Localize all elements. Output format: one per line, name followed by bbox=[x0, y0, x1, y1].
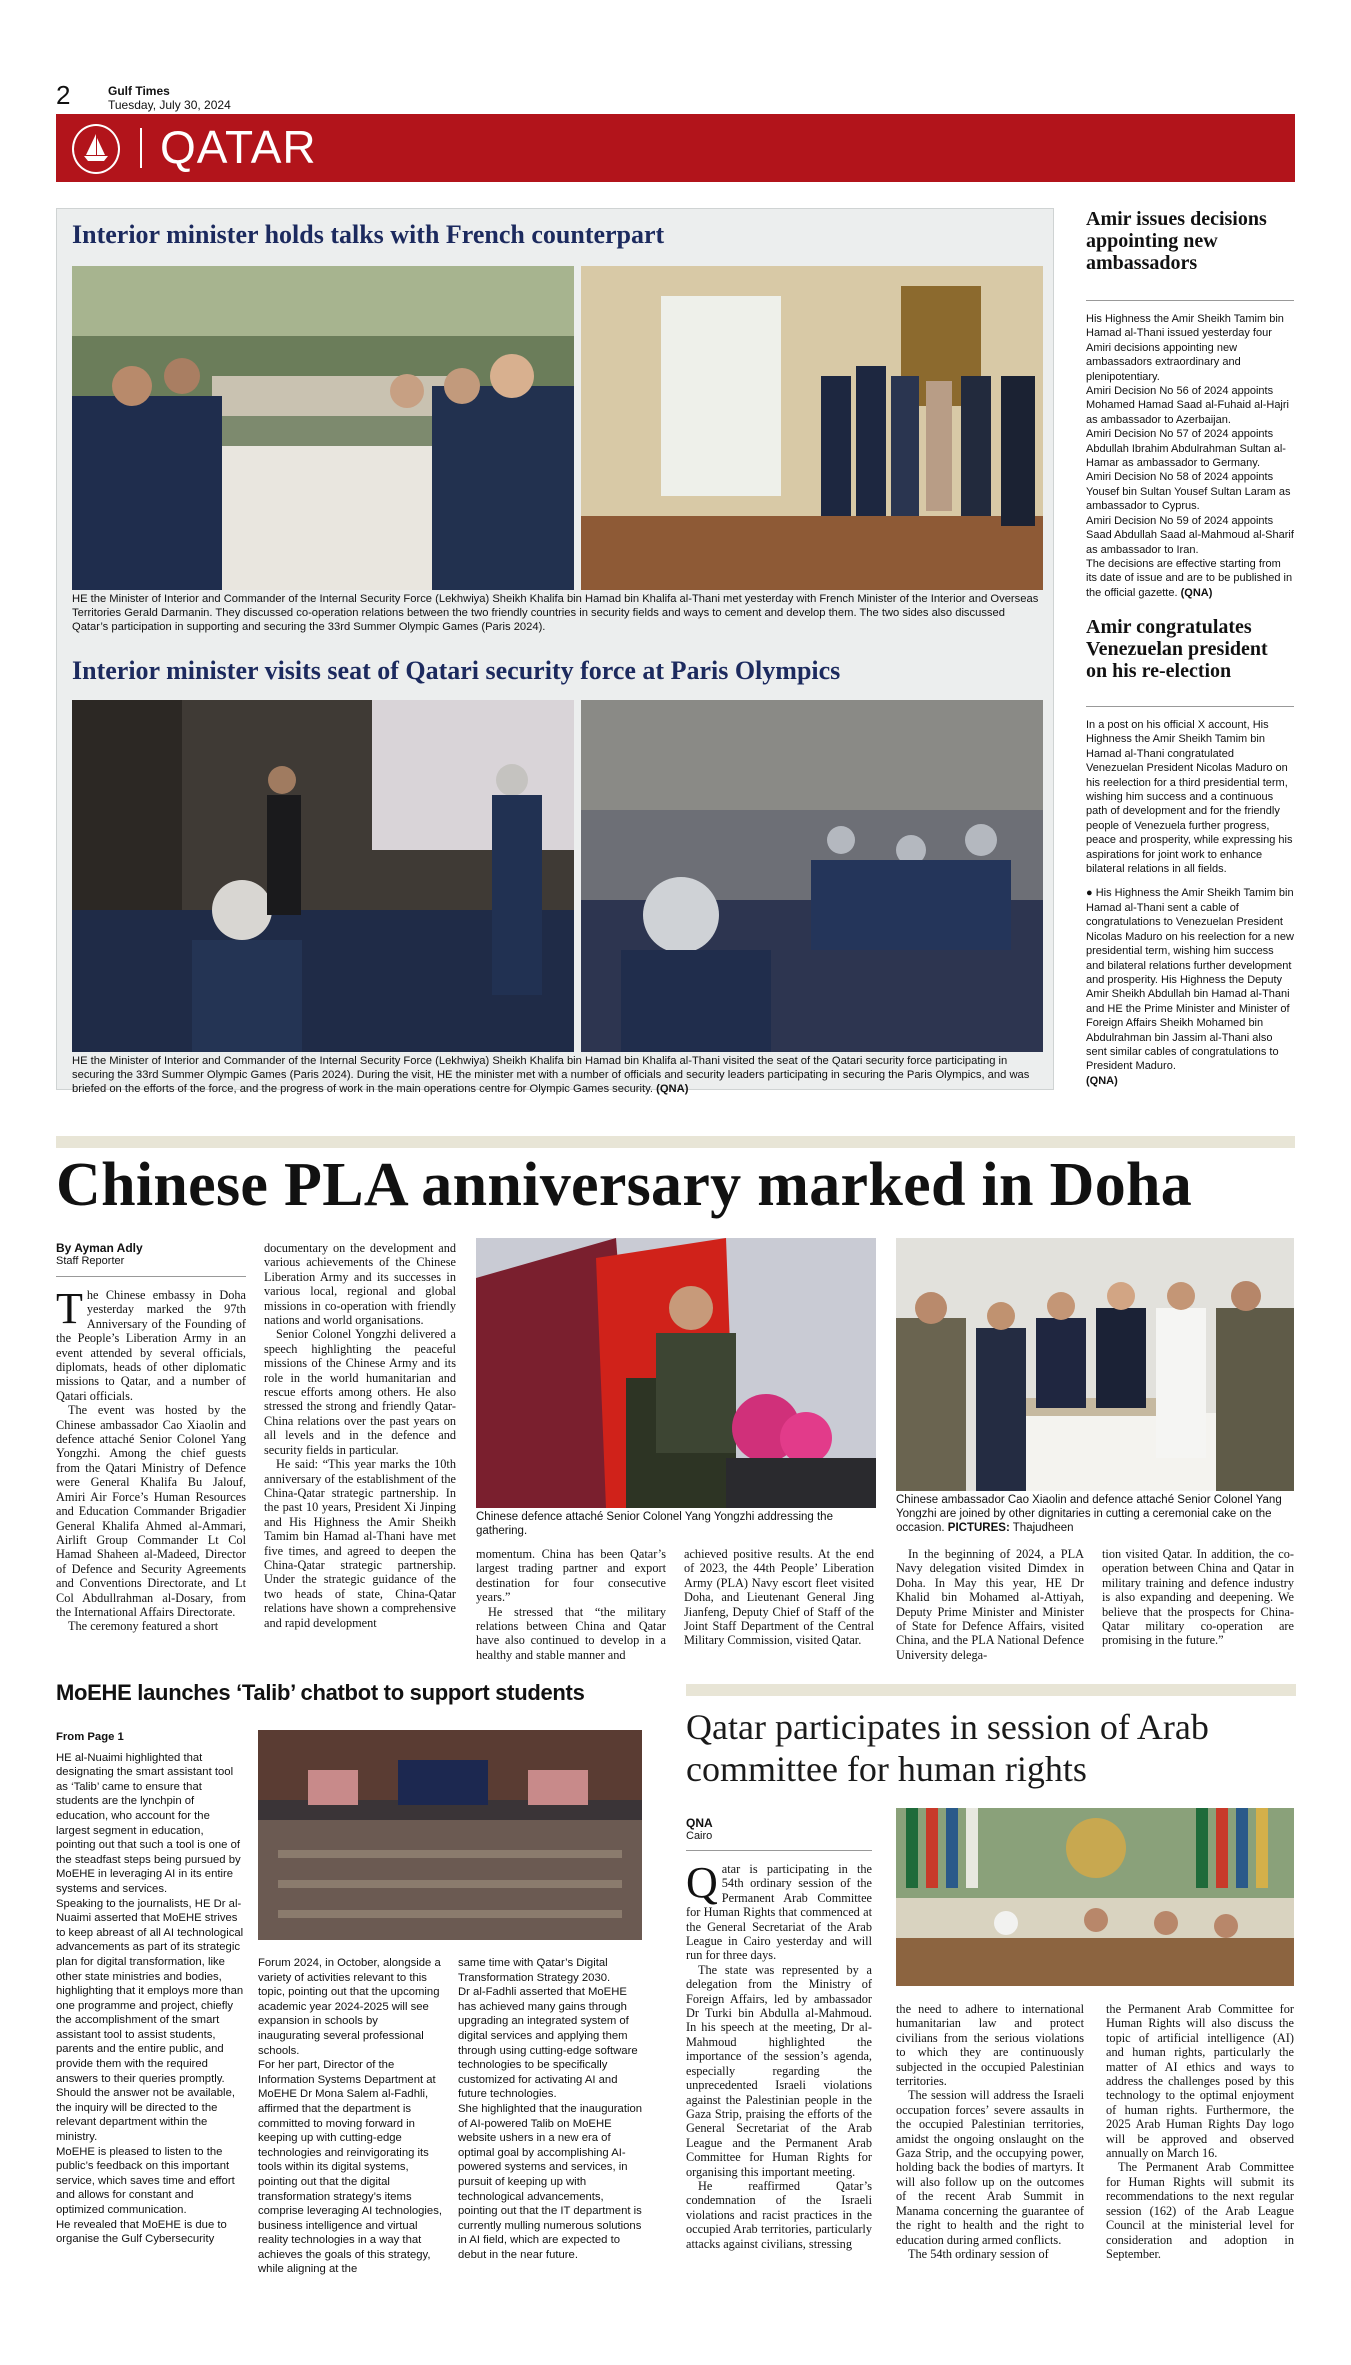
dhow-logo-icon bbox=[72, 124, 120, 174]
publication-date: Tuesday, July 30, 2024 bbox=[108, 98, 231, 112]
arab-dateline: QNA Cairo bbox=[686, 1816, 713, 1842]
officers-briefing-photo bbox=[581, 700, 1043, 1052]
moehe-from-label: From Page 1 bbox=[56, 1731, 124, 1743]
rail-2-headline: Amir congratulates Venezuelan president on his re-election bbox=[1086, 616, 1268, 682]
byline-rule bbox=[56, 1276, 246, 1277]
auditorium-photo bbox=[258, 1730, 642, 1940]
arab-column-3: the Permanent Arab Committee for Human Rights will also discuss the topic of artificial intelligence (AI) and human rights, particularly the matter of AI ethics and ways to address the challenges posed by this technology to the optimal enjoyment of human rights. Furthermore, the 2025 Arab Human Rights Day logo will be approved and observed annually on March 16. The Permanent Arab Committee for Human Rights will submit its recommendations to the next regular session (162) of the Arab League Council at the ministerial level for consideration and adoption in September. bbox=[1106, 2002, 1294, 2261]
pla-role: Staff Reporter bbox=[56, 1255, 125, 1267]
story-2-credit: (QNA) bbox=[656, 1083, 689, 1095]
arab-headline: Qatar participates in session of Arab committee for human rights bbox=[686, 1707, 1209, 1789]
pla-photo-2-caption: Chinese ambassador Cao Xiaolin and defence attaché Senior Colonel Yang Yongzhi are joined by other dignitaries in cutting a ceremonial cake on the occasion. PICTURES: Thajudheen bbox=[896, 1494, 1282, 1534]
arab-dateline-rule bbox=[686, 1850, 872, 1851]
moehe-column-1: From Page 1 HE al-Nuaimi highlighted that designating the smart assistant tool as ‘Talib’ came to ensure that students are the lynchpin of education, who account for the largest segment in education, pointing out that such a tool is one of the steadfast steps being pursued by MoEHE in leveraging AI in its entire systems and services. Speaking to the journalists, HE Dr al-Nuaimi asserted that MoEHE strives to keep abreast of all AI technological advancements as part of its strategic plan for digital transformation, like other state ministries and bodies, highlighting that it employs more than one programme and project, chiefly the accomplishment of the smart assistant tool to assist students, parents and the entire public, and provide them with the required answers to their queries promptly. Should the answer not be available, the inquiry will be directed to the relevant department within the ministry. MoEHE is pleased to listen to the public’s feedback on this important service, which saves time and effort and allows for constant and optimized communication. He revealed that MoEHE is due to organise the Gulf Cybersecurity bbox=[56, 1731, 244, 2246]
salon-meeting-photo bbox=[581, 266, 1043, 590]
pla-photo-1-caption: Chinese defence attaché Senior Colonel Yang Yongzhi addressing the gathering. bbox=[476, 1511, 833, 1537]
bullet-icon: ● bbox=[1086, 887, 1093, 900]
arab-section-rule bbox=[686, 1684, 1296, 1696]
dropcap-t: T bbox=[56, 1284, 83, 1333]
rail-1-rule bbox=[1086, 300, 1294, 301]
arab-committee-photo bbox=[896, 1808, 1294, 1986]
operations-centre-photo bbox=[72, 700, 574, 1052]
story-1-headline: Interior minister holds talks with French counterpart bbox=[72, 220, 665, 249]
pla-column-1: The Chinese embassy in Doha yesterday marked the 97th Anniversary of the Founding of the People’s Liberation Army in an event attended by several officials, diplomats, heads of other diplomatic missions to Qatar, and a number of Qatari officials. The event was hosted by the Chinese ambassador Cao Xiaolin and defence attaché Senior Colonel Yang Yongzhi. Among the chief guests from the Qatari Ministry of Defence were General Khalifa Bu Jalouf, Amiri Air Force’s Human Resources and Education Commander Brigadier General Khalifa Ahmed al-Ammari, Airlift Group Commander Lt Col Hamad Shaheen al-Madeed, Director of Defence and Security Agreements and Conventions Directorate, and Lt Col Abdullrahman al-Dosary, from the International Affairs Directorate. The ceremony featured a short bbox=[56, 1284, 246, 1634]
pla-byline: By Ayman Adly bbox=[56, 1241, 143, 1255]
section-title: QATAR bbox=[160, 121, 317, 173]
pla-column-5: In the beginning of 2024, a PLA Navy delegation visited Dimdex in Doha. In May this year, HE Dr Khalid bin Mohamed al-Attiyah, Deputy Prime Minister and Minister of State for Defence Affairs, visited China, and the PLA National Defence University delega- bbox=[896, 1547, 1084, 1662]
section-divider bbox=[140, 128, 142, 168]
arab-column-1: Qatar is participating in the 54th ordinary session of the Permanent Arab Committee for Human Rights that commenced at the General Secretariat of the Arab League in Cairo yesterday and will run for three days. The state was represented by a delegation from the Ministry of Foreign Affairs, led by ambassador Dr Turki bin Abdulla al-Mahmoud. In his speech at the meeting, Dr al-Mahmoud highlighted the importance of the session’s agenda, especially regarding the unprecedented Israeli violations against the Palestinian people in the Gaza Strip, praising the efforts of the General Secretariat of the Arab League and the Permanent Arab Committee for Human Rights for organising this important meeting. He reaffirmed Qatar’s condemnation of the Israeli violations and racist practices in the occupied Arab territories, particularly attacks against civilians, stressing bbox=[686, 1858, 872, 2251]
moehe-headline: MoEHE launches ‘Talib’ chatbot to support students bbox=[56, 1680, 585, 1705]
pla-column-6: tion visited Qatar. In addition, the co-operation between China and Qatar in military training and defence industry is also expanding and deepening. We believe that the prospects for China-Qatar military co-operation are promising in the future.” bbox=[1102, 1547, 1294, 1648]
moehe-column-3: same time with Qatar’s Digital Transformation Strategy 2030. Dr al-Fadhli asserted that MoEHE has achieved many gains through upgrading an integrated system of digital services and applying them through using cutting-edge software technologies to be specifically customized for activating AI and future technologies. She highlighted that the inauguration of AI-powered Talib on MoEHE website ushers in a new era of optimal goal by accomplishing AI-powered systems and services, in pursuit of keeping up with technological advancements, pointing out that the IT department is currently mulling numerous solutions in AI field, which are expected to debut in the near future. bbox=[458, 1957, 643, 2261]
arab-column-2: the need to adhere to international humanitarian law and protect civilians from the serious violations to which they are continuously subjected in the occupied Palestinian territories. The session will address the Israeli occupation forces’ severe assaults in the occupied Palestinian territories, amidst the ongoing onslaught on the Gaza Strip, and the occupying power, holding back the bodies of martyrs. It will also follow up on the outcomes of the recent Arab Summit in Manama concerning the guarantee of the right to health and the right to education during armed conflicts. The 54th ordinary session of bbox=[896, 2002, 1084, 2261]
meeting-table-photo bbox=[72, 266, 574, 590]
rail-2-body: In a post on his official X account, His Highness the Amir Sheikh Tamim bin Hamad al-Thani congratulated Venezuelan President Nicolas Maduro on his reelection for a third presidential term, wishing him success and a continuous path of development and for the friendly people of Venezuela further progress, peace and prosperity, while expressing his aspirations for joint work to enhance bilateral relations in all fields. ● His Highness the Amir Sheikh Tamim bin Hamad al-Thani sent a cable of congratulations to Venezuelan President Nicolas Maduro on his reelection for a new presidential term, wishing him success and bilateral relations further development and prosperity. His Highness the Deputy Amir Sheikh Abdullah bin Hamad al-Thani and HE the Prime Minister and Minister of Foreign Affairs Sheikh Mohamed bin Abdulrahman bin Jassim al-Thani also sent similar cables of congratulations to President Maduro. (QNA) bbox=[1086, 719, 1294, 1087]
rail-1-headline: Amir issues decisions appointing new ambassadors bbox=[1086, 208, 1267, 274]
rail-2-rule bbox=[1086, 706, 1294, 707]
pla-column-4: achieved positive results. At the end of 2023, the 44th People’ Liberation Army (PLA) Navy escort fleet visited Doha, and Lieutenant General Jing Jianfeng, Deputy Chief of Staff of the Joint Staff Department of the Central Military Commission, visited Qatar. bbox=[684, 1547, 874, 1648]
cake-cutting-photo bbox=[896, 1238, 1294, 1491]
dropcap-q: Q bbox=[686, 1858, 718, 1907]
pla-byline-block bbox=[56, 1241, 246, 1267]
story-2-caption: HE the Minister of Interior and Commander of the Internal Security Force (Lekhwiya) Sheikh Khalifa bin Hamad bin Khalifa al-Thani visited the seat of the Qatari security force participating in securing the 33rd Summer Olympic Games (Paris 2024). During the visit, HE the minister met with a number of officials and security leaders participating in securing the Paris Olympics, and was briefed on the efforts of the force, and the progress of work in the main operations centre for Olympic Games security. (QNA) bbox=[72, 1055, 1030, 1095]
pla-column-2: documentary on the development and various achievements of the Chinese Liberation Army and its successes in various local, regional and global missions in co-operation with friendly nations and world organisations. Senior Colonel Yongzhi delivered a speech highlighting the peaceful missions of the Chinese Army and its role in the world humanitarian and rescue efforts among others. He also stressed the strong and friendly Qatar-China relations over the past years on all levels and in the defence and security fields in particular. He said: “This year marks the 10th anniversary of the establishment of the China-Qatar strategic partnership. In the past 10 years, President Xi Jinping and His Highness the Amir Sheikh Tamim bin Hamad al-Thani have met five times, and agreed to deepen the China-Qatar strategic partnership. Under the strategic guidance of the two heads of state, China-Qatar relations have shown a comprehensive and rapid development bbox=[264, 1241, 456, 1630]
rail-1-body: His Highness the Amir Sheikh Tamim bin Hamad al-Thani issued yesterday four Amiri decisions appointing new ambassadors extraordinary and plenipotentiary. Amiri Decision No 56 of 2024 appoints Mohamed Hamad Saad al-Fuhaid al-Hajri as ambassador to Azerbaijan. Amiri Decision No 57 of 2024 appoints Abdullah Ibrahim Abdulrahman Sultan al-Hamar as ambassador to Germany. Amiri Decision No 58 of 2024 appoints Yousef bin Sultan Yousef Sultan Laram as ambassador to Cyprus. Amiri Decision No 59 of 2024 appoints Saad Abdullah Saad al-Mahmoud al-Sharif as ambassador to Iran. The decisions are effective starting from its date of issue and are to be published in the official gazette. (QNA) bbox=[1086, 313, 1294, 599]
attache-speech-photo bbox=[476, 1238, 876, 1508]
publication-name: Gulf Times bbox=[108, 84, 170, 98]
moehe-column-2: Forum 2024, in October, alongside a variety of activities relevant to this topic, pointing out that the upcoming academic year 2024-2025 will see expansion in schools by inaugurating several professional schools. For her part, Director of the Information Systems Department at MoEHE Dr Mona Salem al-Fadhli, affirmed that the department is committed to moving forward in keeping up with cutting-edge technologies and reinvigorating its tools within its digital systems, pointing out that the digital transformation strategy’s items comprise leveraging AI technologies, business intelligence and virtual reality technologies in a way that achieves the goals of this strategy, while aligning at the bbox=[258, 1957, 442, 2276]
pla-column-3: momentum. China has been Qatar’s largest trading partner and export destination for four consecutive years.” He stressed that “the military relations between China and Qatar have also continued to develop in a healthy and stable manner and bbox=[476, 1547, 666, 1662]
story-2-headline: Interior minister visits seat of Qatari security force at Paris Olympics bbox=[72, 656, 841, 685]
page-number: 2 bbox=[56, 80, 71, 110]
pla-headline: Chinese PLA anniversary marked in Doha bbox=[56, 1151, 1193, 1219]
story-1-caption: HE the Minister of Interior and Commander of the Internal Security Force (Lekhwiya) Sheikh Khalifa bin Hamad bin Khalifa al-Thani met yesterday with French Minister of the Interior and Overseas Territories Gerald Darmanin. They discussed co-operation relations between the two friendly countries in security fields and ways to cement and develop them. The two sides also discussed Qatar’s participation in supporting and securing the 33rd Summer Olympic Games (Paris 2024). bbox=[72, 593, 1039, 633]
section-rule bbox=[56, 1136, 1295, 1148]
